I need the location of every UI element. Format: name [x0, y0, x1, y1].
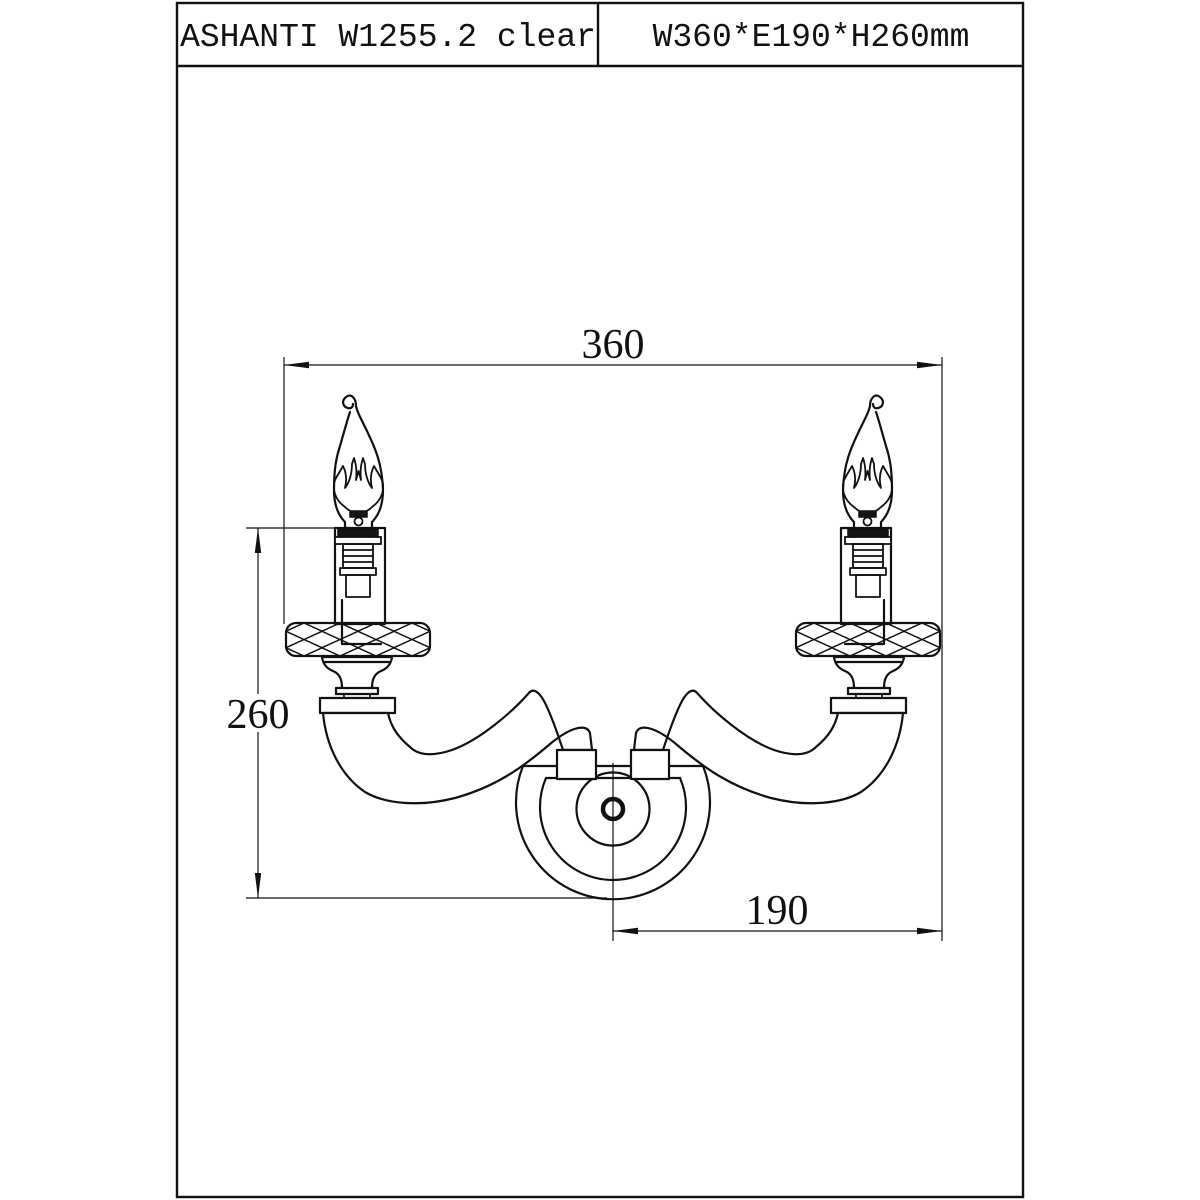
arm-plate — [320, 698, 395, 713]
cup-ring — [336, 688, 378, 694]
candle-unit-left — [286, 396, 592, 804]
cup-profile — [322, 657, 392, 688]
disc-lattice — [286, 623, 430, 656]
title-block — [180, 19, 969, 56]
bulb-left-outline — [334, 412, 350, 529]
filament-crown-icon — [334, 458, 383, 513]
filament-base-band — [350, 511, 367, 517]
filament-bead — [355, 518, 363, 526]
arrow-right-icon — [917, 362, 942, 368]
height-value: 260 — [226, 692, 290, 738]
width-value: 360 — [581, 322, 645, 368]
candle-unit-right — [634, 396, 940, 804]
border-rect — [177, 3, 1023, 1197]
flame-bulb-icon — [334, 396, 383, 529]
projection-value: 190 — [745, 888, 809, 934]
arrow-left-icon — [613, 928, 638, 934]
socket-flange — [335, 537, 381, 544]
product-name: ASHANTI W1255.2 clear — [180, 19, 596, 56]
arrow-up-icon — [255, 528, 261, 553]
size-label: W360*E190*H260mm — [652, 19, 970, 56]
bobeche-disc — [286, 623, 430, 656]
arm-connector-right — [631, 750, 669, 779]
arrow-right-icon — [917, 928, 942, 934]
socket-cap-band — [338, 529, 378, 537]
arm-connector-left — [557, 750, 596, 779]
arrow-down-icon — [255, 873, 261, 898]
arrow-left-icon — [284, 362, 309, 368]
drawing-frame — [177, 3, 1023, 1197]
candle-cup — [320, 657, 395, 713]
